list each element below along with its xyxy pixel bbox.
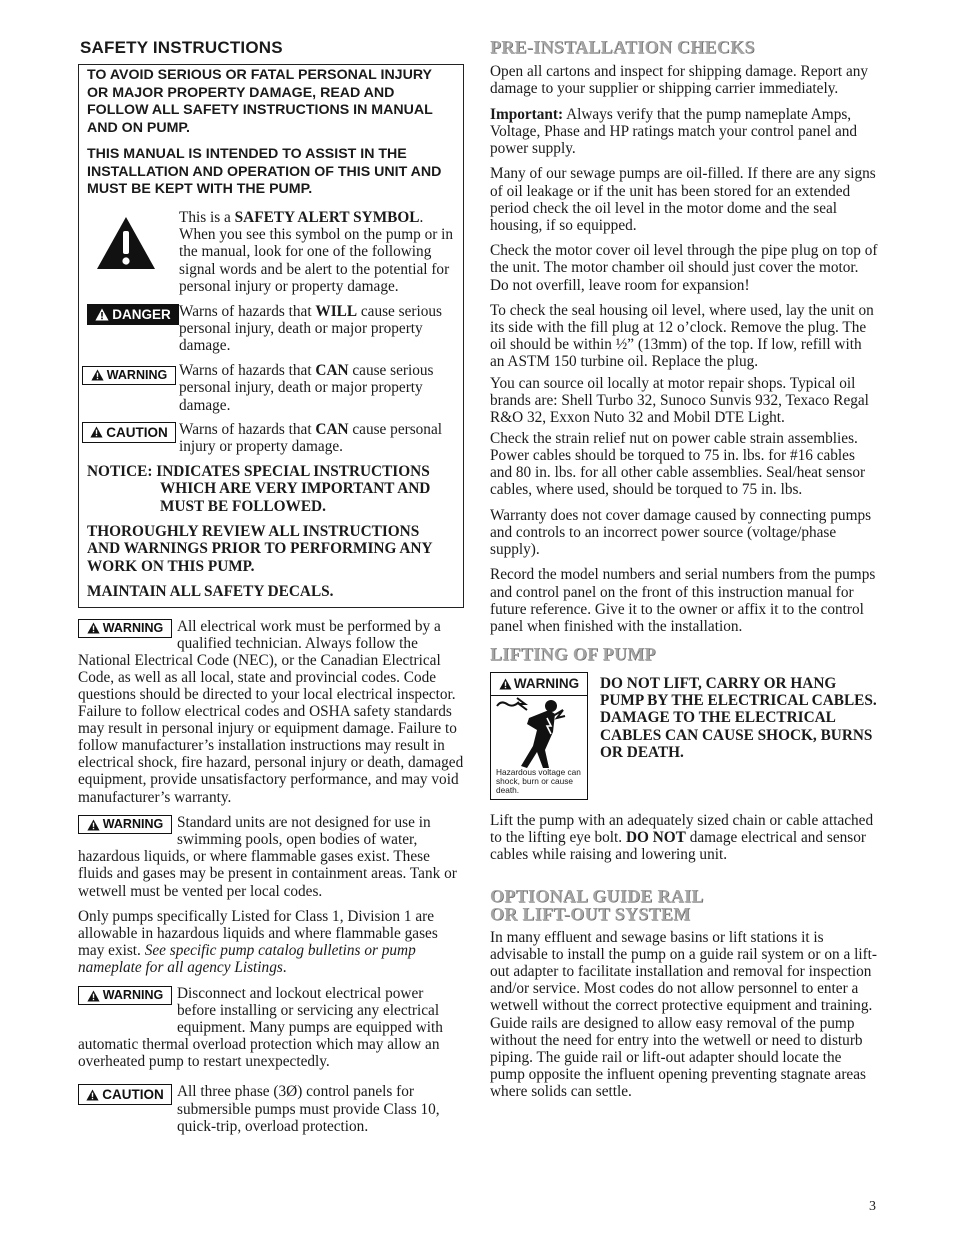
preinstall-p1: Open all cartons and inspect for shipping damage. Report any damage to your supplier or shipping carrier immediately. (490, 63, 869, 98)
left-column (78, 38, 464, 1143)
alert-triangle-icon (87, 819, 100, 831)
safety-box (78, 64, 464, 608)
electrical-warning-para: WARNING All electrical work must be performed by a qualified technician. Always follow the National Electrical Code (NEC), or the Canadian Electrical Code, as well as all local, state and provincial codes. Code questions should be directed to your local electrical inspector. Failure to follow electrical codes and OSHA safety standards may result in personal injury or equipment damage. Failure to follow manufacturer’s installation instructions may result in electrical shock, fire hazard, personal injury or death, damaged equipment, provide unsatisfactory performance, and may void manufacturer’s warranty. (78, 617, 464, 806)
preinstall-p6: You can source oil locally at motor repair shops. Typical oil brands are: Shell Turbo 32, Sunoco Sunvis 932, Texaco Regal R&O 32, Exxon Nuto 32 and Mobil DTE Light. (490, 374, 869, 426)
caution-row (87, 421, 455, 456)
box-warning-para: TO AVOID SERIOUS OR FATAL PERSONAL INJURY OR MAJOR PROPERTY DAMAGE, READ AND FOLLOW ALL SAFETY INSTRUCTIONS IN MANUAL AND ON PUMP. (87, 67, 433, 136)
pool-warning-para: WARNING Standard units are not designed for use in swimming pools, open bodies of water, hazardous liquids, or where flammable gases exist. These fluids and gases may be present in containment areas. Tank or wetwell must be vented per local codes. (78, 814, 457, 900)
safety-alert-icon (87, 209, 179, 276)
safety-alert-text: This is a SAFETY ALERT SYMBOL. When you see this symbol on the pump or in the manual, look for one of the following signal words and be alert to the potential for personal injury or property damage. (179, 208, 454, 296)
alert-triangle-icon (499, 678, 512, 690)
caution-label: CAUTION (78, 1084, 172, 1105)
warning-label: WARNING (78, 815, 172, 834)
preinstall-p9: Record the model numbers and serial numbers from the pumps and control panel on the front of this instruction manual for future reference. Give it to the owner or affix it to the control panel when finished with the installation. (490, 566, 876, 635)
preinstall-p3: Many of our sewage pumps are oil-filled. If there are any signs of oil leakage or if the unit has been stored for an extended period check the oil level in the motor dome and the seal housing, if so equipped. (490, 165, 876, 234)
danger-row (87, 303, 455, 355)
alert-triangle-icon (87, 622, 100, 634)
electrical-hazard-label (490, 672, 588, 800)
danger-label: DANGER (87, 304, 179, 325)
preinstall-p5: To check the seal housing oil level, where used, lay the unit on its side with the fill plug at 12 o’clock. Remove the plug. The oil should be within ½” (13mm) of the top. If low, refill with an ASTM 150 turbine oil. Replace the plug. (490, 302, 874, 371)
preinstall-p8: Warranty does not cover damage caused by connecting pumps and controls to an incorrect power source (voltage/phase supply). (490, 506, 872, 558)
lifting-para: Lift the pump with an adequately sized chain or cable attached to the lifting eye bolt. DO NOT damage electrical and sensor cables while raising and lowering unit. (490, 811, 874, 863)
electrical-hazard-icon (491, 696, 587, 776)
notice-text: NOTICE: INDICATES SPECIAL INSTRUCTIONS WHICH ARE VERY IMPORTANT AND MUST BE FOLLOWED. (87, 462, 431, 515)
class1-para: Only pumps specifically Listed for Class 1, Division 1 are allowable in hazardous liquids and where flammable gases may exist. See specific pump catalog bulletins or pump nameplate for all agency Listings. (78, 908, 438, 977)
warning-label: WARNING (82, 366, 176, 385)
page-number: 3 (869, 1199, 876, 1214)
safety-alert-row (87, 209, 455, 296)
warning-label: WARNING (78, 986, 172, 1005)
preinstall-p4: Check the motor cover oil level through the pipe plug on top of the unit. The motor chamber oil should just cover the motor. Do not overfill, leave room for expansion! (490, 242, 878, 294)
warning-row (87, 362, 455, 414)
preinstall-p2: Important: Always verify that the pump nameplate Amps, Voltage, Phase and HP ratings match your control panel and power supply. (490, 105, 858, 157)
three-phase-caution-para: CAUTION All three phase (3Ø) control panels for submersible pumps must provide Class 10, quick-trip, overload protection. (78, 1083, 464, 1134)
alert-triangle-icon (91, 369, 104, 381)
alert-triangle-icon (87, 990, 100, 1002)
lifting-title: LIFTING OF PUMP (490, 643, 656, 664)
preinstall-p7: Check the strain relief nut on power cable strain assemblies. Power cables should be torqued to 75 in. lbs. for #16 cables and 80 in. lbs. for all other cable assemblies. Seal/heat sensor cables, where used, should be torqued to 75 in. lbs. (490, 429, 866, 499)
caution-text: Warns of hazards that CAN cause personal injury or property damage. (179, 420, 442, 456)
lift-warning-text: DO NOT LIFT, CARRY OR HANG PUMP BY THE ELECTRICAL CABLES. DAMAGE TO THE ELECTRICAL CABLES CAN CAUSE SHOCK, BURNS OR DEATH. (600, 674, 877, 761)
danger-text: Warns of hazards that WILL cause serious personal injury, death or major property damage. (179, 302, 443, 355)
review-text: THOROUGHLY REVIEW ALL INSTRUCTIONS AND WARNINGS PRIOR TO PERFORMING ANY WORK ON THIS PUMP. (87, 523, 432, 575)
caution-label: CAUTION (82, 422, 176, 443)
guide-rail-title: OPTIONAL GUIDE RAIL OR LIFT-OUT SYSTEM (490, 886, 704, 925)
alert-triangle-icon (95, 308, 109, 321)
lift-caption: Hazardous voltage can shock, burn or cause death. (496, 766, 581, 796)
safety-instructions-title: SAFETY INSTRUCTIONS (80, 38, 283, 57)
right-column (490, 38, 878, 1109)
alert-triangle-icon (86, 1089, 99, 1101)
guide-rail-para: In many effluent and sewage basins or lift stations it is advisable to install the pump on a guide rail system or on a lift-out adapter to facilitate installation and removal for inspection and/or service. Most codes do not allow personnel to enter a wetwell without the correct protective equipment and training. Guide rails are designed to allow easy removal of the pump without the need for entry into the wetwell or need to disturb piping. The guide rail or lift-out adapter should locate the pump opposite the influent opening preventing stagnate areas where solids can settle. (490, 929, 878, 1100)
box-manual-para: THIS MANUAL IS INTENDED TO ASSIST IN THE INSTALLATION AND OPERATION OF THIS UNIT AND MUST BE KEPT WITH THE PUMP. (87, 146, 442, 197)
warning-label: WARNING (78, 619, 172, 638)
decals-text: MAINTAIN ALL SAFETY DECALS. (87, 583, 334, 601)
lifting-warning-block (490, 672, 878, 800)
lift-warning-header: WARNING (491, 673, 587, 696)
alert-triangle-icon (90, 426, 103, 438)
lockout-warning-para: WARNING Disconnect and lockout electrical power before installing or servicing any electrical equipment. Many pumps are equipped with automatic thermal overload protection which may allow an overheated pump to restart unexpectedly. (78, 985, 443, 1071)
preinstall-title: PRE-INSTALLATION CHECKS (490, 37, 755, 57)
warning-text: Warns of hazards that CAN cause serious personal injury, death or major property damage. (179, 361, 434, 414)
